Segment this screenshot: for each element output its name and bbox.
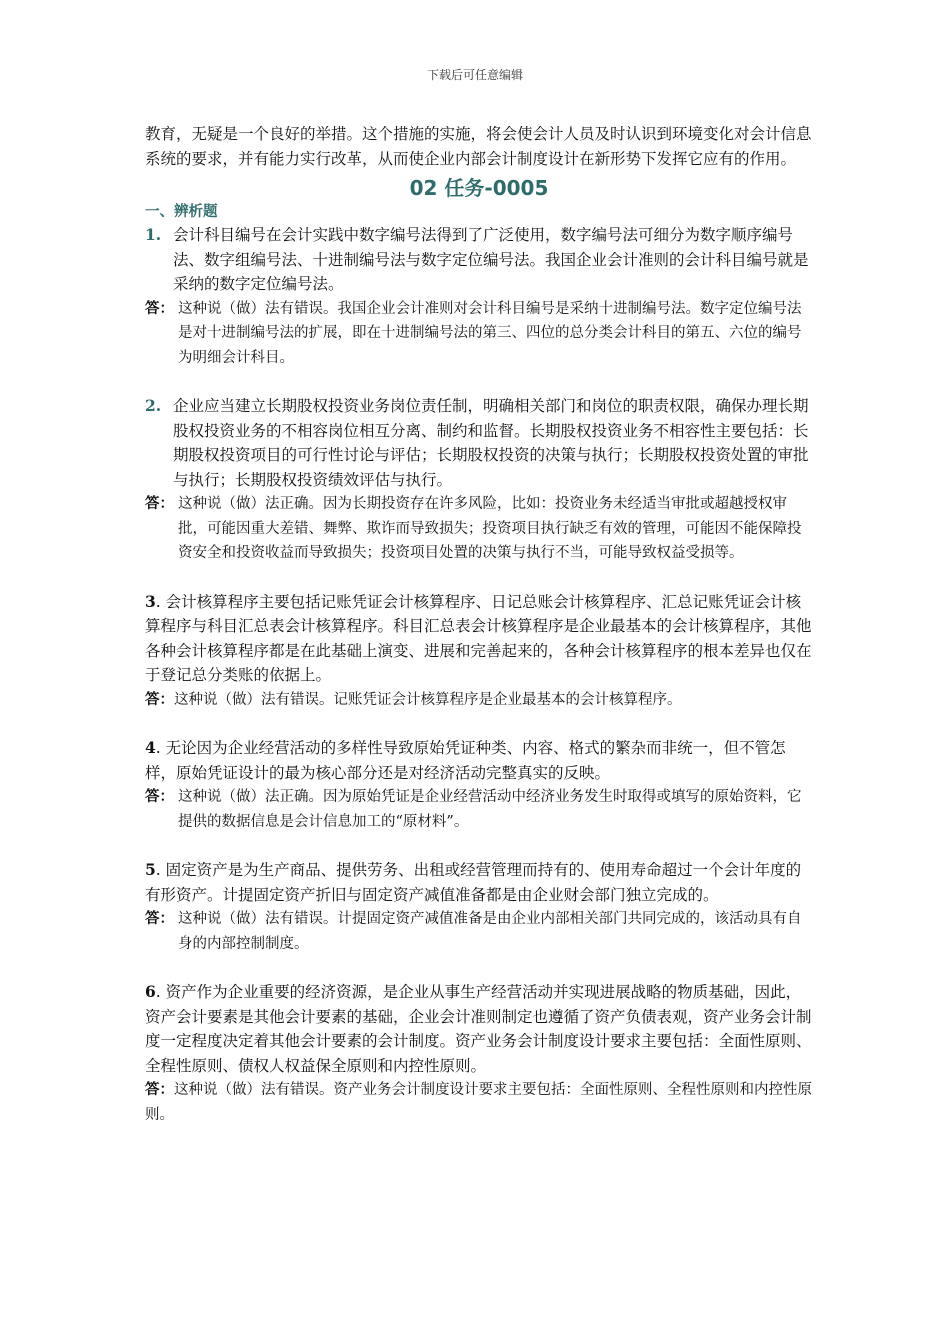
question-text: . 无论因为企业经营活动的多样性导致原始凭证种类、内容、格式的繁杂而非统一，但不管怎样，原始凭证设计的最为核心部分还是对经济活动完整真实的反映。	[145, 739, 786, 782]
answer-1	[145, 297, 813, 371]
answer-text: 这种说（做）法有错误。资产业务会计制度设计要求主要包括：全面性原则、全程性原则和内控性原则。	[145, 1082, 812, 1123]
question-text: 企业应当建立长期股权投资业务岗位责任制，明确相关部门和岗位的职责权限，确保办理长期股权投资业务的不相容岗位相互分离、制约和监督。长期股权投资业务不相容性主要包括：长期股权投资项目的可行性讨论与评估；长期股权投资的决策与执行；长期股权投资处置的审批与执行；长期股权投资绩效评估与执行。	[173, 397, 809, 489]
page-header: 下载后可任意编辑	[426, 68, 523, 82]
question-4	[145, 736, 813, 785]
question-number: 2.	[145, 396, 162, 415]
answer-label: 答：	[145, 788, 174, 805]
question-number: 6	[145, 982, 156, 1001]
answer-label: 答：	[145, 1081, 174, 1098]
spacer	[145, 566, 813, 590]
spacer	[145, 712, 813, 736]
section-heading: 一、辨析题	[145, 204, 218, 220]
document-body	[145, 122, 813, 1127]
question-number: 3	[145, 591, 156, 611]
question-number: 4	[145, 738, 156, 757]
question-text: . 会计核算程序主要包括记账凭证会计核算程序、日记总账会计核算程序、汇总记账凭证会计核算程序与科目汇总表会计核算程序。科目汇总表会计核算程序是企业最基本的会计核算程序，其他各种会计核算程序都是在此基础上演变、进展和完善起来的，各种会计核算程序的根本差异也仅在于登记总分类账的依据上。	[145, 592, 812, 684]
question-2	[145, 394, 813, 492]
question-6	[145, 980, 813, 1078]
spacer	[145, 834, 813, 858]
answer-4	[145, 785, 813, 834]
answer-text: 这种说（做）法有错误。记账凭证会计核算程序是企业最基本的会计核算程序。	[174, 691, 682, 708]
answer-text: 这种说（做）法正确。因为原始凭证是企业经营活动中经济业务发生时取得或填写的原始资料，它提供的数据信息是会计信息加工的“原材料”。	[178, 789, 802, 830]
answer-label: 答：	[145, 299, 174, 317]
answer-label: 答：	[145, 495, 174, 512]
answer-3	[145, 688, 813, 713]
answer-label: 答：	[145, 690, 174, 708]
question-number: 5	[145, 860, 156, 879]
intro-paragraph: 教育，无疑是一个良好的举措。这个措施的实施，将会使会计人员及时认识到环境变化对会计信息系统的要求，并有能力实行改革，从而使企业内部会计制度设计在新形势下发挥它应有的作用。	[145, 125, 812, 168]
question-item-3	[145, 590, 813, 713]
task-title: 02 任务-0005	[409, 176, 549, 200]
answer-text: 这种说（做）法有错误。计提固定资产减值准备是由企业内部相关部门共同完成的，该活动具有自身的内部控制制度。	[178, 911, 802, 952]
answer-text: 这种说（做）法有错误。我国企业会计准则对会计科目编号是采纳十进制编号法。数字定位编号法是对十进制编号法的扩展，即在十进制编号法的第三、四位的总分类会计科目的第五、六位的编号为明细会计科目。	[178, 300, 802, 366]
spacer	[145, 370, 813, 394]
answer-2	[145, 492, 813, 566]
question-number: 1.	[145, 225, 162, 244]
question-item-6	[145, 980, 813, 1127]
answer-6	[145, 1078, 813, 1127]
question-5	[145, 858, 813, 907]
question-text: . 资产作为企业重要的经济资源，是企业从事生产经营活动并实现进展战略的物质基础，因此，资产会计要素是其他会计要素的基础，企业会计准则制定也遵循了资产负债表观，资产业务会计制度一定程度决定着其他会计要素的会计制度。资产业务会计制度设计要求主要包括：全面性原则、全程性原则、债权人权益保全原则和内控性原则。	[145, 983, 812, 1075]
question-3	[145, 590, 813, 688]
question-item-2	[145, 394, 813, 566]
question-1	[145, 223, 813, 297]
answer-5	[145, 907, 813, 956]
question-text: . 固定资产是为生产商品、提供劳务、出租或经营管理而持有的、使用寿命超过一个会计年度的有形资产。计提固定资产折旧与固定资产减值准备都是由企业财会部门独立完成的。	[145, 861, 802, 904]
answer-label: 答：	[145, 910, 174, 927]
question-item-1	[145, 223, 813, 370]
question-item-4	[145, 736, 813, 834]
question-text: 会计科目编号在会计实践中数字编号法得到了广泛使用，数字编号法可细分为数字顺序编号法、数字组编号法、十进制编号法与数字定位编号法。我国企业会计准则的会计科目编号就是采纳的数字定位编号法。	[173, 226, 809, 293]
question-item-5	[145, 858, 813, 956]
spacer	[145, 956, 813, 980]
answer-text: 这种说（做）法正确。因为长期投资存在许多风险，比如：投资业务未经适当审批或超越授权审批，可能因重大差错、舞弊、欺诈而导致损失；投资项目执行缺乏有效的管理，可能因不能保障投资安全和投资收益而导致损失；投资项目处置的决策与执行不当，可能导致权益受损等。	[178, 496, 802, 561]
